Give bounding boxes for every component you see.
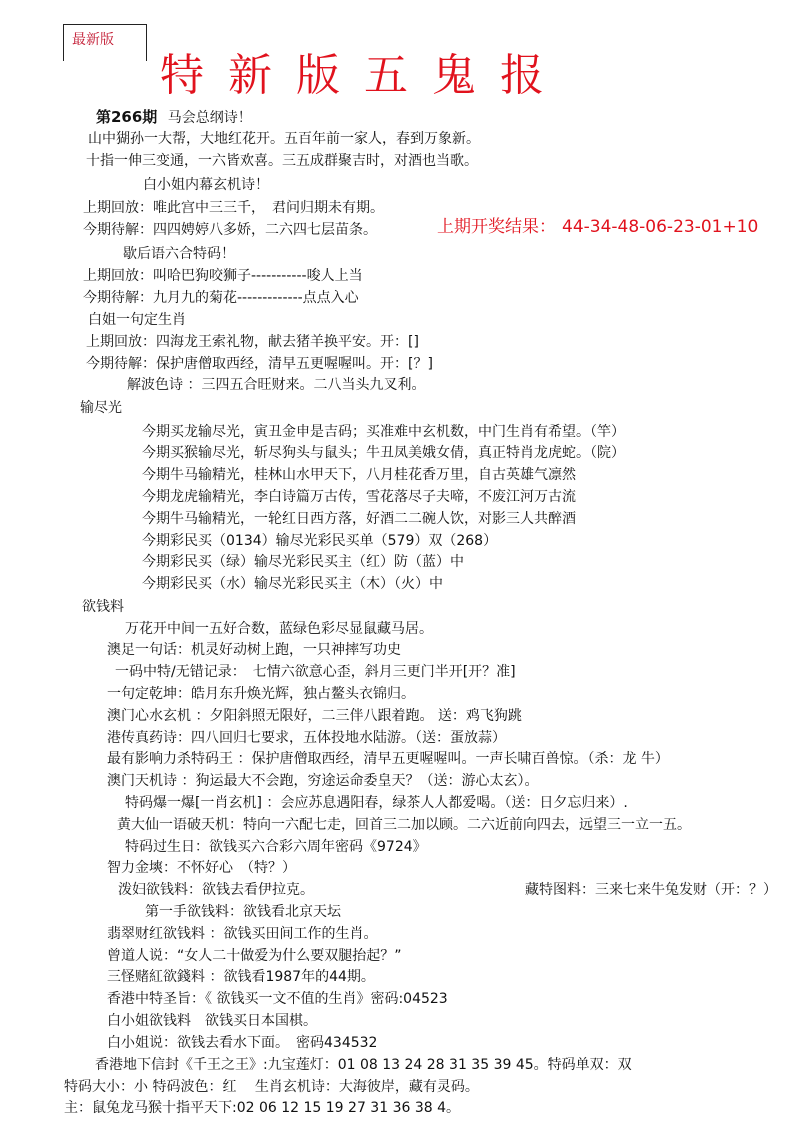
issue-subtitle: 马会总纲诗！	[167, 110, 252, 126]
text-line-sjg7: 今期彩民买（绿）输尽光彩民买主（红）防（蓝）中	[142, 554, 464, 570]
text-line-sjg6: 今期彩民买（0134）输尽光彩民买单（579）双（268）	[142, 533, 498, 549]
text-line-poem1: 山中猢孙一大帮，大地红花开。五百年前一家人，春到万象新。	[88, 131, 480, 147]
last-draw-label: 上期开奖结果：	[437, 217, 556, 237]
text-line-sjg3: 今期牛马输精光，桂林山水甲天下，八月桂花香万里，自古英雄气凛然	[142, 467, 576, 483]
text-line-section-xiehouyu: 歇后语六合特码！	[123, 246, 235, 262]
text-line-yql6: 港传真药诗：四八回归七要求，五体投地水陆游。（送：蛋放蒜）	[107, 730, 506, 746]
text-line-bj-last: 上期回放：四海龙王索礼物，献去猪羊换平安。开：[]	[86, 334, 419, 350]
text-line-yql5: 澳门心水玄机 ：夕阳斜照无限好，二三伴八跟着跑。 送：鸡飞狗跳	[107, 708, 522, 724]
text-line-yql20: 白小姐说：欲钱去看水下面。 密码434532	[107, 1035, 378, 1051]
text-line-yql10: 黄大仙一语破天机：特向一六配七走，回首三二加以顾。二六近前向四去，远望三一立一五。	[117, 817, 691, 833]
text-line-sjg2: 今期买猴输尽光，斩尽狗头与鼠头；牛丑凤美娥女倩，真正特肖龙虎蛇。（院）	[142, 445, 625, 461]
page-title: 特新版五鬼报	[160, 50, 568, 101]
text-line-poem2: 十指一伸三变通，一六皆欢喜。三五成群聚吉时，对酒也当歌。	[86, 153, 478, 169]
text-line-jiebo: 解波色诗 ：三四五合旺财来。二八当头九叉利。	[127, 377, 426, 393]
text-line-yql7: 最有影响力杀特码王 ：保护唐僧取西经，清早五更喔喔叫。一声长啸百兽惊。（杀：龙 牛）	[107, 751, 669, 767]
text-line-yql21: 香港地下信封《千王之王》:九宝莲灯：01 08 13 24 28 31 35 39 45。特码单双：双	[95, 1057, 632, 1073]
text-line-yql22: 特码大小：小 特码波色：红 生肖玄机诗：大海彼岸，藏有灵码。	[64, 1079, 479, 1095]
text-line-bai-last: 上期回放：唯此宫中三三千， 君问归期未有期。	[83, 200, 384, 216]
text-line-bai-this: 今期待解：四四娉婷八多娇，二六四七层苗条。	[83, 222, 377, 238]
text-line-yql12: 智力金塽：不怀好心 （特？）	[107, 860, 296, 876]
last-draw-numbers: 44-34-48-06-23-01+10	[562, 217, 759, 237]
text-line-yql13: 泼妇欲钱料：欲钱去看伊拉克。	[118, 882, 314, 898]
last-draw-result	[437, 212, 758, 237]
text-line-sjg5: 今期牛马输精光，一轮红日西方落，好酒二二碗人饮，对影三人共醉酒	[142, 511, 576, 527]
text-line-yql3: 一码中特/无错记录： 七情六欲意心歪，斜月三更门半开[开？准]	[115, 664, 516, 680]
text-line-yql4: 一句定乾坤：皓月东升焕光辉，独占鳌头衣锦归。	[107, 686, 415, 702]
edition-badge: 最新版	[72, 32, 114, 48]
text-line-yql14: 第一手欲钱料：欲钱看北京天坛	[145, 904, 341, 920]
text-line-section-baijie: 白姐一句定生肖	[88, 312, 186, 328]
text-line-sjg4: 今期龙虎输精光，李白诗篇万古传，雪花落尽子夫啼，不废江河万古流	[142, 489, 576, 505]
text-line-xhy-this: 今期待解：九月九的菊花-------------点点入心	[83, 290, 359, 306]
text-line-yql19: 白小姐欲钱料 欲钱买日本国棋。	[107, 1013, 317, 1029]
text-line-yql9: 特码爆一爆[一肖玄机] ：会应苏息遇阳春，绿茶人人都爱喝。（送：日夕忘归来）.	[125, 795, 628, 811]
text-line-yql8: 澳门天机诗 ：狗运最大不会跑，穷途运命委皇天？（送：游心太玄）。	[107, 773, 539, 789]
text-line-xhy-last: 上期回放：叫哈巴狗咬狮子-----------唆人上当	[83, 268, 363, 284]
text-line-yql2: 澳足一句话：机灵好动树上跑，一只神摔写功史	[107, 642, 401, 658]
text-line-sjg1: 今期买龙输尽光，寅丑金申是吉码；买准难中玄机数，中门生肖有希望。（竿）	[142, 424, 625, 440]
text-line-yql1: 万花开中间一五好合数，蓝绿色彩尽显鼠藏马居。	[125, 621, 433, 637]
text-line-yql17: 三怪赌紅欲錢料 ：欲钱看1987年的44期。	[107, 969, 375, 985]
text-line-section-yuqianliao: 欲钱料	[82, 599, 124, 615]
text-line-sjg8: 今期彩民买（水）输尽光彩民买主（木）（火）中	[142, 576, 443, 592]
issue-header	[96, 107, 252, 128]
text-line-yql23: 主：鼠兔龙马猴十指平天下:02 06 12 15 19 27 31 36 38 4。	[64, 1100, 461, 1116]
issue-number: 第266期	[96, 108, 158, 126]
text-line-yql11: 特码过生日：欲钱买六合彩六周年密码《9724》	[125, 839, 427, 855]
text-line-yql16: 曾道人说：“女人二十做爱为什么要双腿抬起？”	[107, 948, 402, 964]
text-line-yql15: 翡翠财红欲钱料 ：欲钱买田间工作的生肖。	[107, 926, 378, 942]
text-line-section-bai-poem: 白小姐内幕玄机诗！	[143, 177, 269, 193]
edition-badge-box	[63, 24, 147, 61]
text-line-yql18: 香港中特圣旨：《 欲钱买一文不值的生肖》密码:04523	[107, 991, 448, 1007]
text-line-yql13b: 藏特图料：三来七来牛兔发财（开：？）	[525, 882, 777, 898]
text-line-bj-this: 今期待解：保护唐僧取西经，清早五更喔喔叫。开：[？]	[86, 356, 433, 372]
text-line-section-shujinguang: 输尽光	[80, 400, 122, 416]
